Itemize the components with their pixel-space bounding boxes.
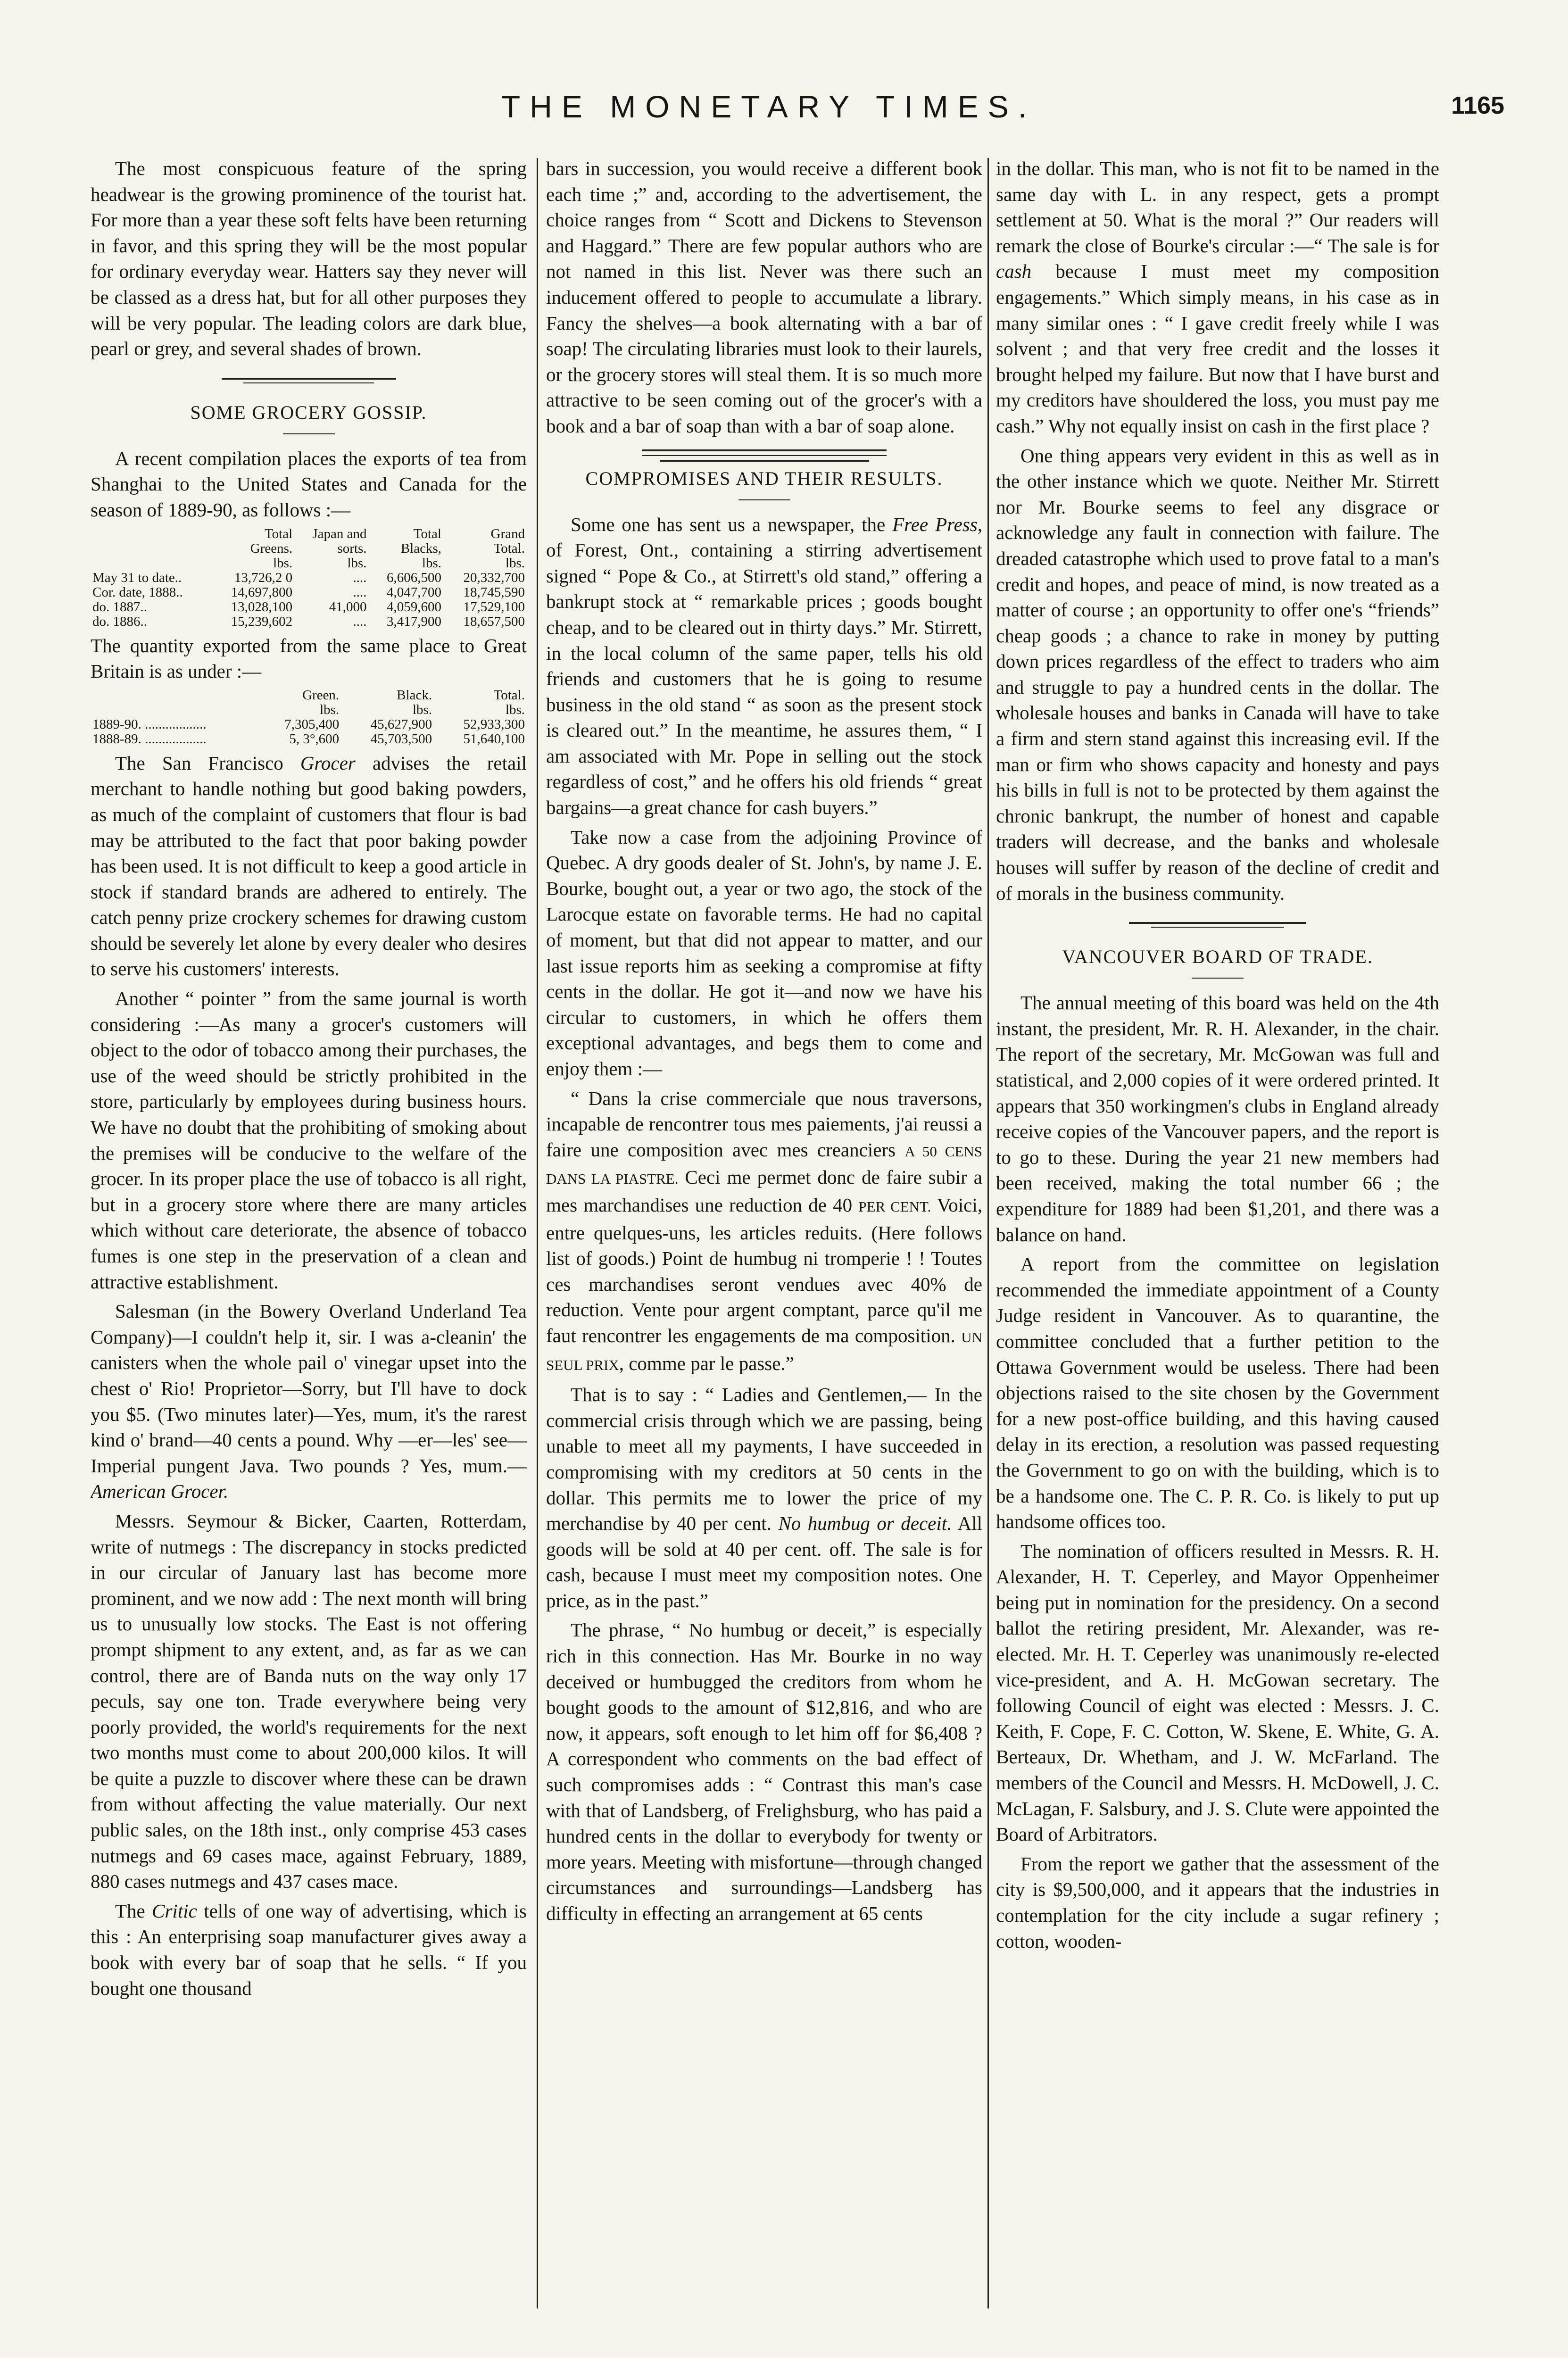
table-cell: 3,417,900: [387, 614, 441, 629]
text-run: in the dollar. This man, who is not fit to be named in the same day with L. in any respect, gets a prompt settlement at 50. What is the moral ?” Our readers will remark the close of Bourke's circular :—“ The sale is for: [996, 158, 1439, 257]
table-header-cell: lbs.: [320, 702, 340, 717]
table-header-cell: Blacks,: [400, 540, 441, 556]
table-cell: ....: [353, 614, 367, 629]
paragraph-translation: [546, 1382, 982, 1613]
table-cell: 4,047,700: [387, 584, 441, 600]
table-header-cell: Japan and: [312, 526, 367, 541]
masthead: [90, 85, 1504, 141]
paragraph-tea-exports: A recent compilation places the exports of tea from Shanghai to the United States and Canada for the season of 1889-90, as follows :—: [91, 447, 527, 521]
text-run: The San Francisco: [115, 752, 300, 774]
table-header-row: [91, 703, 527, 717]
column-rule-right: [987, 158, 989, 2308]
text-run: “ Dans la crise commerciale que nous traversons, incapable de rencontrer tous mes paiements, j'ai reussi a faire une composition avec mes creanciers: [546, 1087, 982, 1161]
paragraph-french-circular: [546, 1086, 982, 1378]
column-1: [91, 156, 527, 2306]
table-row: [91, 732, 527, 747]
text-run: advises the retail merchant to handle nothing but good baking powders, as much of the complaint of customers that flour is bad may be attributed to the fact that poor baking powder has been used. It is not difficult to keep a good article in stock if standard brands are adhered to entirely. The catch penny prize crockery schemes for drawing custom should be severely let alone by every dealer who desires to serve his customers' interests.: [91, 752, 527, 980]
table-header-cell: [91, 541, 211, 556]
table-header-row: [91, 527, 527, 541]
table-header-cell: lbs.: [505, 702, 525, 717]
text-run: All goods will be sold at 40 per cent. off. The sale is for cash, because I must meet my composition notes. One price, as in the past.”: [546, 1512, 982, 1611]
heading-vancouver: VANCOUVER BOARD OF TRADE.: [1062, 946, 1373, 968]
publication-title: THE MONETARY TIMES.: [501, 89, 1037, 124]
text-run: tells of one way of advertising, which is this : An enterprising soap manufacturer gives away a book with every bar of soap that he sells. “ If you bought one thousand: [91, 1900, 527, 1999]
table-header-cell: lbs.: [273, 555, 293, 571]
paragraph-tourist-hat: The most conspicuous feature of the spring headwear is the growing prominence of the tourist hat. For more than a year these soft felts have been returning in favor, and this spring they will be the most popular for ordinary everyday wear. Hatters say they never will be classed as a dress hat, but for all other purposes they will be very popular. The leading colors are dark blue, pearl or grey, and several shades of brown.: [91, 158, 527, 360]
text-run: Salesman (in the Bowery Overland Underland Tea Company)—I couldn't help it, sir. I was a-cleanin' the canisters when the whole pail o' vinegar upset into the chest o' Rio! Proprietor—Sorry, but I'll have to dock you $5. (Two minutes later)—Yes, mum, it's the rarest kind o' brand—40 cents a pound. Why —er—les' see—Imperial pungent Java. Two pounds ? Yes, mum.—: [91, 1300, 527, 1477]
table-cell: 5, 3°,600: [289, 731, 340, 747]
paragraph-moral: [996, 156, 1439, 439]
paragraph-annual-meeting: The annual meeting of this board was held on the 4th instant, the president, Mr. R. H. Alexander, in the chair. The report of the secretary, Mr. McGowan was full and statistical, and 2,000 copies of it were ordered printed. It appears that 350 workingmen's clubs in England already receive copies of the Vancouver papers, and the report is to go to these. During the year 21 new members had been received, making the total number 66 ; the expenditure for 1889 had been $1,201, and there was a balance on hand.: [996, 992, 1439, 1245]
paragraph-tobacco: Another “ pointer ” from the same journal is worth considering :—As many a grocer's customers will object to the odor of tobacco among their purchases, the use of the weed should be strictly prohibited in the store, particularly by employees during business hours. We have no doubt that the prohibiting of smoking about the premises will be conducive to the welfare of the grocer. In its proper place the use of tobacco is all right, but in a grocery store where there are many articles which without care deteriorate, the absence of tobacco fumes is one step in the preservation of a clean and attractive establishment.: [91, 988, 527, 1293]
paragraph-quebec-case: Take now a case from the adjoining Province of Quebec. A dry goods dealer of St. John's, by name J. E. Bourke, bought out, a year or two ago, the stock of the Larocque estate on favorable terms. He had no capital of moment, but that did not appear to matter, and our last issue reports him as seeking a compromise at fifty cents in the dollar. He got it—and now we have his circular to customers, in which he offers them exceptional advantages, and begs them to come and enjoy them :—: [546, 826, 982, 1079]
text-run: Ceci me permet donc de faire subir a mes marchandises une reduction de 40: [546, 1166, 982, 1216]
table-cell: 18,657,500: [463, 614, 525, 629]
table-header-row: [91, 541, 527, 556]
table-cell: 13,726,2 0: [234, 570, 293, 585]
text-run: That is to say : “ Ladies and Gentlemen,— In the commercial crisis through which we are passing, being unable to meet all my payments, I have succeeded in compromising with my creditors at 50 cents in the dollar. This permits me to lower the price of my merchandise by 40 per cent.: [546, 1384, 982, 1535]
table-header-cell: [91, 527, 211, 541]
table-cell: 15,239,602: [231, 614, 293, 629]
section-divider: [546, 443, 982, 466]
table-cell: 41,000: [329, 599, 367, 614]
column-2: [546, 156, 982, 2306]
table-header-cell: lbs.: [347, 555, 367, 571]
text-run: Voici, entre quelques-uns, les articles reduits. (Here follows list of goods.) Point de humbug ni tromperie ! ! Toutes ces marchandises seront vendues avec 40% de reduction. Vente pour argent comptant, parce qu'il me faut rencontrer les engagements de ma composition.: [546, 1194, 982, 1346]
table-cell: ....: [353, 584, 367, 600]
table-row: [91, 614, 527, 629]
publication-name: Grocer: [300, 752, 356, 774]
tea-exports-table: [91, 527, 527, 629]
table-cell: 1889-90. ..................: [92, 716, 207, 732]
paragraph-nutmegs: Messrs. Seymour & Bicker, Caarten, Rotterdam, write of nutmegs : The discrepancy in stocks predicted in our circular of January last has become more prominent, and we now add : The next month will bring us to unusually low stocks. The East is not offering prompt shipment to any extent, and, as far as we can control, there are of Banda nuts on the way only 17 peculs, say one ton. Trade everywhere being very poorly provided, the world's requirements for the next two months must come to about 200,000 kilos. It will be quite a puzzle to discover where these can be drawn from without affecting the value materially. Our next public sales, on the 18th inst., only comprise 453 cases nutmegs and 69 cases mace, against February, 1889, 880 cases nutmegs and 437 cases mace.: [91, 1510, 527, 1893]
column-3: [996, 156, 1439, 2306]
table-header-cell: Total: [413, 526, 441, 541]
table-header-cell: sorts.: [337, 540, 367, 556]
table-header-cell: lbs.: [422, 555, 441, 571]
table-header-row: [91, 556, 527, 571]
table-header-cell: lbs.: [412, 702, 432, 717]
table-cell: Cor. date, 1888..: [92, 584, 183, 600]
table-cell: 6,606,500: [387, 570, 441, 585]
column-rule-left: [537, 158, 538, 2308]
table-header-cell: [91, 703, 258, 717]
table-cell: May 31 to date..: [92, 570, 182, 585]
paragraph-humbug: The phrase, “ No humbug or deceit,” is especially rich in this connection. Has Mr. Bourke in no way deceived or humbugged the creditors from whom he bought goods to the amount of $12,816, and who are now, it appears, soft enough to let him off for $6,408 ? A correspondent who comments on the bad effect of such compromises adds : “ Contrast this man's case with that of Landsberg, of Frelighsburg, who has paid a hundred cents in the dollar to everybody for twenty or more years. Meeting with misfortune—through changed circumstances and surroundings—Landsberg has difficulty in effecting an arrangement at 65 cents: [546, 1619, 982, 1924]
table-cell: 13,028,100: [231, 599, 293, 614]
table-cell: 20,332,700: [463, 570, 525, 585]
table-cell: 7,305,400: [284, 716, 340, 732]
paragraph-baking-powders: [91, 750, 527, 982]
table-cell: ....: [353, 570, 367, 585]
table-row: [91, 571, 527, 585]
table-cell: do. 1887..: [92, 599, 147, 614]
table-header-cell: lbs.: [505, 555, 525, 571]
text-run: The: [115, 1900, 152, 1922]
emphasis-text: cash: [996, 260, 1032, 282]
table-row: [91, 717, 527, 732]
table-cell: 51,640,100: [463, 731, 525, 747]
table-header-cell: Total.: [493, 540, 525, 556]
paragraph-salesman: [91, 1298, 527, 1504]
small-caps-text: UN SEUL PRIX: [546, 1328, 982, 1373]
heading-underline: [738, 499, 790, 500]
table-cell: 45,627,900: [370, 716, 432, 732]
table-header-cell: [91, 556, 211, 571]
text-run: because I must meet my composition engagements.” Which simply means, in his case as in many similar ones : “ I gave credit freely while I was solvent ; and that very free credit and the losses it brought helped my failure. But now that I have burst and my creditors have shouldered the loss, you must pay me cash.” Why not equally insist on cash in the first place ?: [996, 260, 1439, 437]
heading-underline: [1192, 978, 1244, 979]
table-cell: 45,703,500: [370, 731, 432, 747]
table-row: [91, 585, 527, 600]
paragraph-legislation: A report from the committee on legislation recommended the immediate appointment of a County Judge resident in Vancouver. As to quarantine, the committee concluded that a further petition to the Ottawa Government would be useless. There had been objections raised to the site chosen by the Government for a new post-office building, and this having caused delay in its erection, a resolution was passed requesting the Government to go on with the building, which is to be a handsome one. The C. P. R. Co. is likely to put up handsome offices too.: [996, 1253, 1439, 1533]
text-run: , of Forest, Ont., containing a stirring advertisement signed “ Pope & Co., at Stirrett's old stand,” offering a bankrupt stock at “ remarkable prices ; goods bought cheap, and to be cleared out in thirty days.” Mr. Stirrett, in the local column of the same paper, tells his old friends and customers that he is going to resume business in the old stand “ as soon as the present stock is cleared out.” In the meantime, he assures them, “ I am associated with Mr. Pope in selling out the stock regardless of cost,” and he offers his old friends “ great bargains—a great chance for cash buyers.”: [546, 513, 982, 819]
table-cell: 18,745,590: [463, 584, 525, 600]
source-credit: American Grocer.: [91, 1480, 229, 1503]
table-cell: 4,059,600: [387, 599, 441, 614]
publication-name: Critic: [152, 1900, 197, 1922]
heading-compromises: COMPROMISES AND THEIR RESULTS.: [585, 467, 943, 489]
text-run: , comme par le passe.”: [619, 1352, 794, 1374]
table-header-cell: Total: [264, 526, 293, 541]
paragraph-free-press: [546, 512, 982, 821]
table-row: [91, 600, 527, 614]
small-caps-text: A 50 CENS DANS LA PIASTRE.: [546, 1143, 982, 1187]
table-header-cell: Greens.: [250, 540, 293, 556]
section-divider: [91, 365, 527, 400]
table-cell: 17,529,100: [463, 599, 525, 614]
table-header-cell: Grand: [490, 526, 525, 541]
paragraph-critic: [91, 1898, 527, 2001]
paragraph-assessment: From the report we gather that the assessment of the city is $9,500,000, and it appears that the industries in contemplation for the city include a sugar refinery ; cotton, wooden-: [996, 1852, 1439, 1952]
paragraph-nomination: The nomination of officers resulted in Messrs. R. H. Alexander, H. T. Ceperley, and Mayor Oppenheimer being put in nomination for the presidency. On a second ballot the retiring president, Mr. Alexander, was re-elected. Mr. H. T. Ceperley was unanimously re-elected vice-president, and A. H. McGowan secretary. The following Council of eight was elected : Messrs. J. C. Keith, F. Cope, F. C. Cotton, W. Skene, E. White, G. A. Berteaux, Dr. Whetham, and J. W. McFarland. The members of the Council and Messrs. H. McDowell, J. C. McLagan, F. Salsbury, and J. S. Clute were appointed the Board of Arbitrators.: [996, 1540, 1439, 1845]
table-cell: do. 1886..: [92, 614, 147, 629]
small-caps-text: PER CENT.: [858, 1198, 931, 1215]
table-cell: 14,697,800: [231, 584, 293, 600]
paragraph-great-britain: The quantity exported from the same place to Great Britain is as under :—: [91, 634, 527, 682]
heading-grocery-gossip: SOME GROCERY GOSSIP.: [190, 401, 427, 423]
table-cell: 52,933,300: [463, 716, 525, 732]
table-header-cell: Black.: [397, 687, 432, 703]
table-header-cell: Green.: [302, 687, 340, 703]
publication-name: Free Press: [892, 513, 978, 535]
paragraph-soap-books: bars in succession, you would receive a different book each time ;” and, according to the advertisement, the choice ranges from “ Scott and Dickens to Stevenson and Haggard.” There are few popular authors who are not named in this list. Never was there such an inducement offered to people to accumulate a library. Fancy the shelves—a book alternating with a bar of soap! The circulating libraries must look to their laurels, or the grocery stores will steal them. It is so much more attractive to be seen coming out of the grocer's with a book and a bar of soap than with a bar of soap alone.: [546, 158, 982, 437]
heading-underline: [283, 433, 335, 434]
table-cell: 1888-89. ..................: [92, 731, 207, 747]
page-number: 1165: [1451, 92, 1504, 119]
great-britain-exports-table: [91, 688, 527, 747]
text-run: Some one has sent us a newspaper, the: [571, 513, 893, 535]
table-header-row: [91, 688, 527, 703]
section-divider: [996, 910, 1439, 945]
emphasis-text: No humbug or deceit.: [778, 1512, 952, 1535]
table-header-cell: [91, 688, 258, 703]
table-header-cell: Total.: [493, 687, 525, 703]
paragraph-evident: One thing appears very evident in this as well as in the other instance which we quote. Neither Mr. Stirrett nor Mr. Bourke seems to feel any disgrace or acknowledge any fault in connection with failure. The dreaded catastrophe which used to prove fatal to a man's credit and hopes, and peace of mind, is now treated as a matter of course ; an opportunity to offer one's “friends” cheap goods ; a chance to rake in money by putting down prices regardless of the effect to traders who aim and struggle to pay a hundred cents in the dollar. The wholesale houses and banks in Canada will have to take a firm and stern stand against this increasing evil. If the man or firm who shows capacity and honesty and pays his bills in full is not to be protected by them against the chronic bankrupt, the number of honest and capable traders will decrease, and the banks and wholesale houses will suffer by reason of the decline of credit and of morals in the business community.: [996, 444, 1439, 904]
